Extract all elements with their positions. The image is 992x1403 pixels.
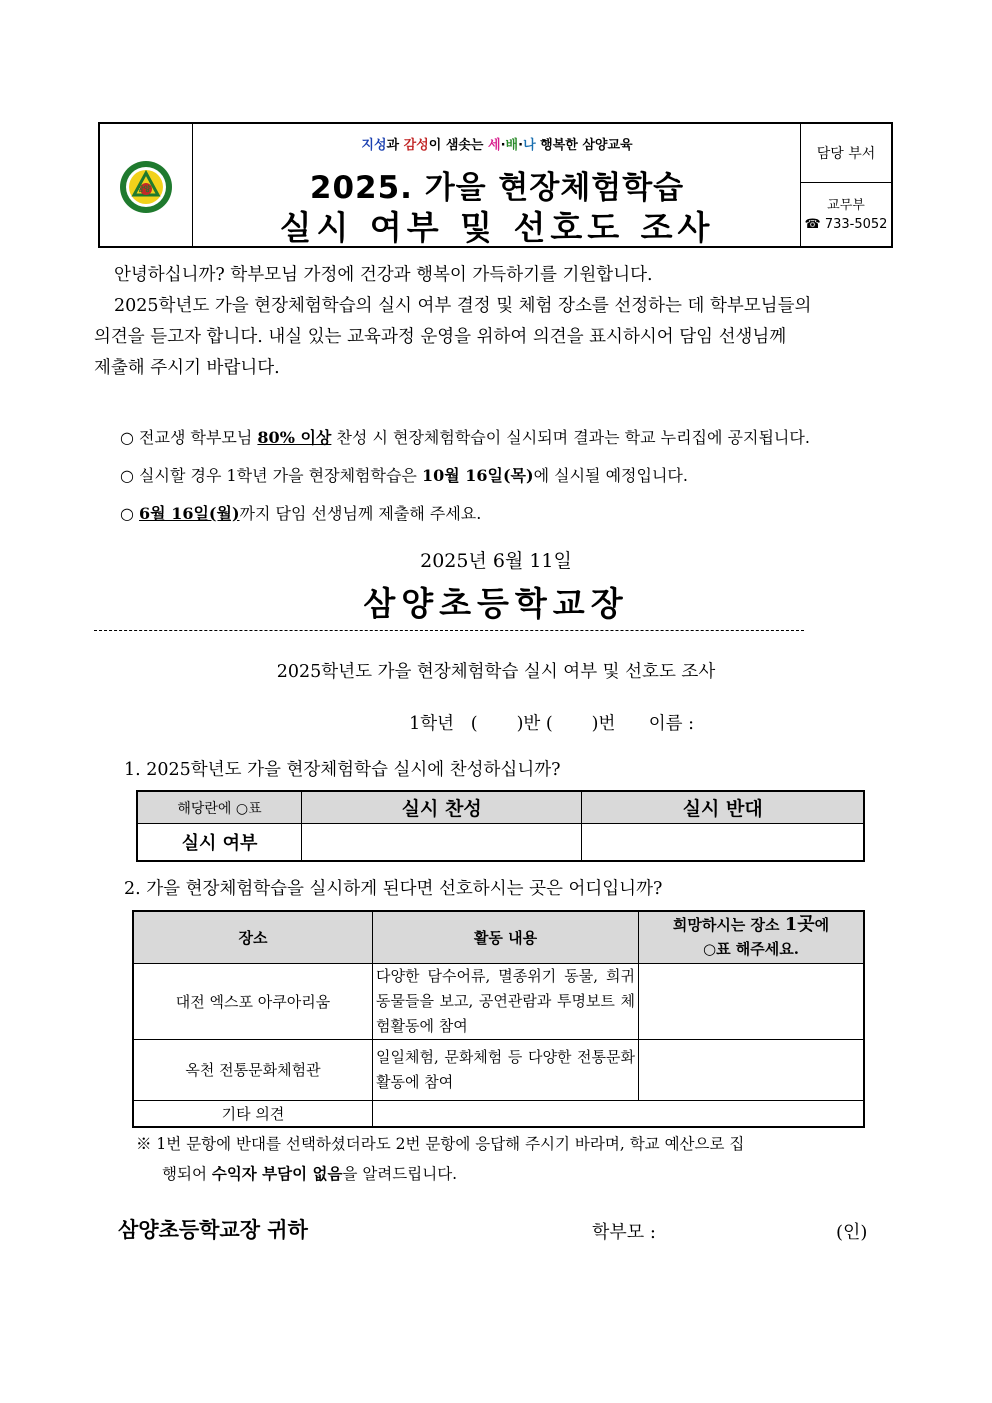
table-row	[133, 1039, 864, 1100]
agree-checkbox-cell[interactable]	[302, 824, 582, 862]
parent-label: 학부모 :	[592, 1222, 656, 1243]
department-cell	[800, 124, 891, 246]
notice-bullet	[120, 463, 688, 486]
logo-cell	[100, 124, 193, 246]
choice-cell[interactable]	[639, 1039, 865, 1100]
disagree-checkbox-cell[interactable]	[582, 824, 864, 862]
document-header	[98, 122, 893, 248]
document-title-line1: 2025. 가을 현장체험학습	[309, 170, 685, 206]
slogan-part: 과	[386, 138, 404, 153]
footnote-text: 행되어	[162, 1165, 212, 1183]
slogan	[192, 134, 802, 153]
slogan-part: 이 샘솟는	[428, 138, 489, 153]
issue-date: 2025년 6월 11일	[420, 550, 572, 572]
question-1: 1. 2025학년도 가을 현장체험학습 실시에 찬성하십니까?	[124, 760, 561, 780]
activity-cell: 일일체험, 문화체험 등 다양한 전통문화 활동에 참여	[373, 1039, 639, 1100]
document-title-line2: 실시 여부 및 선호도 조사	[279, 208, 715, 247]
disagree-header: 실시 반대	[582, 791, 864, 824]
intro-line: 2025학년도 가을 현장체험학습의 실시 여부 결정 및 체험 장소를 선정하는 데 학부모님들의	[114, 296, 812, 316]
bullet-text: 실시할 경우 1학년 가을 현장체험학습은	[139, 466, 422, 485]
intro-line: 안녕하십니까? 학부모님 가정에 건강과 행복이 가득하기를 기원합니다.	[114, 265, 653, 285]
bullet-text: 까지 담임 선생님께 제출해 주세요.	[239, 504, 482, 523]
other-opinion-field[interactable]	[373, 1100, 865, 1127]
notice-bullet	[120, 425, 810, 448]
choice-cell[interactable]	[639, 963, 865, 1039]
activity-cell: 다양한 담수어류, 멸종위기 동물, 희귀동물들을 보고, 공연관람과 투명보트 체험활동에 참여	[373, 963, 639, 1039]
slogan-part: 나	[523, 138, 536, 153]
row-label: 실시 여부	[137, 824, 302, 862]
addressee: 삼양초등학교장 귀하	[118, 1217, 308, 1242]
seal-mark: (인)	[836, 1222, 868, 1243]
place-cell: 옥천 전통문화체험관	[133, 1039, 373, 1100]
department-phone: ☎ 733-5052	[804, 217, 888, 232]
choice-header-emphasis: 1곳	[784, 914, 815, 936]
place-cell: 대전 엑스포 아쿠아리움	[133, 963, 373, 1039]
emblem-label: 삼양	[137, 185, 151, 193]
activity-header: 활동 내용	[373, 911, 639, 963]
footnote-line: ※ 1번 문항에 반대를 선택하셨더라도 2번 문항에 응답해 주시기 바라며, 학교 예산으로 집	[136, 1135, 745, 1153]
cut-line	[94, 630, 804, 631]
footnote-line	[136, 1159, 866, 1189]
department-info	[801, 183, 891, 247]
agree-header: 실시 찬성	[302, 791, 582, 824]
choice-header-text: 에	[814, 916, 830, 935]
circle-bullet-icon: ○	[120, 504, 140, 523]
choice-header-text: 희망하시는 장소	[672, 916, 785, 935]
principal-signature: 삼양초등학교장	[363, 584, 629, 623]
student-info-line	[398, 690, 694, 735]
footnote-text: 을 알려드립니다.	[342, 1165, 458, 1183]
form-title: 2025학년도 가을 현장체험학습 실시 여부 및 선호도 조사	[276, 662, 716, 682]
choice-header-text: ○표 해주세요.	[703, 940, 799, 959]
slogan-part: ·	[500, 138, 506, 153]
table-corner-header: 해당란에 ○표	[137, 791, 302, 824]
parent-name-field[interactable]	[680, 1214, 830, 1242]
question-1-table	[136, 790, 865, 862]
department-label: 담당 부서	[801, 124, 891, 183]
question-2: 2. 가을 현장체험학습을 실시하게 된다면 선호하시는 곳은 어디입니까?	[124, 879, 663, 899]
table-row	[133, 1100, 864, 1127]
grade-label: 1학년	[409, 714, 455, 734]
slogan-part: 배	[505, 138, 519, 153]
bullet-emphasis: 6월 16일(월)	[139, 504, 240, 523]
slogan-part: 세	[488, 138, 501, 153]
title-cell	[192, 124, 802, 246]
name-label: 이름 :	[648, 714, 695, 734]
department-name: 교무부	[827, 198, 865, 213]
intro-paragraph	[94, 260, 900, 384]
intro-line: 제출해 주시기 바랍니다.	[94, 358, 280, 378]
footnote-emphasis: 수익자 부담이 없음	[211, 1164, 343, 1183]
table-row	[133, 963, 864, 1039]
bullet-text: 찬성 시 현장체험학습이 실시되며 결과는 학교 누리집에 공지됩니다.	[331, 428, 810, 447]
slogan-part: 감성	[403, 138, 429, 153]
bullet-emphasis: 10월 16일(목)	[421, 466, 534, 485]
question-2-table	[132, 910, 865, 1128]
bullet-text: 에 실시될 예정입니다.	[533, 466, 688, 485]
choice-header	[639, 911, 865, 963]
class-field[interactable]: ( )반	[470, 714, 541, 734]
circle-bullet-icon: ○	[120, 428, 140, 447]
other-opinion-label: 기타 의견	[133, 1100, 373, 1127]
footnote	[136, 1130, 866, 1189]
slogan-part: 지성	[361, 138, 387, 153]
number-field[interactable]: ( )번	[545, 714, 616, 734]
notice-bullet	[120, 501, 481, 524]
place-header: 장소	[133, 911, 373, 963]
slogan-part: 행복한 삼양교육	[535, 138, 633, 153]
slogan-part: ·	[518, 138, 524, 153]
bullet-emphasis: 80% 이상	[257, 428, 332, 447]
intro-line: 의견을 듣고자 합니다. 내실 있는 교육과정 운영을 위하여 의견을 표시하시어 담임 선생님께	[94, 327, 787, 347]
circle-bullet-icon: ○	[120, 466, 140, 485]
bullet-text: 전교생 학부모님	[139, 428, 258, 447]
